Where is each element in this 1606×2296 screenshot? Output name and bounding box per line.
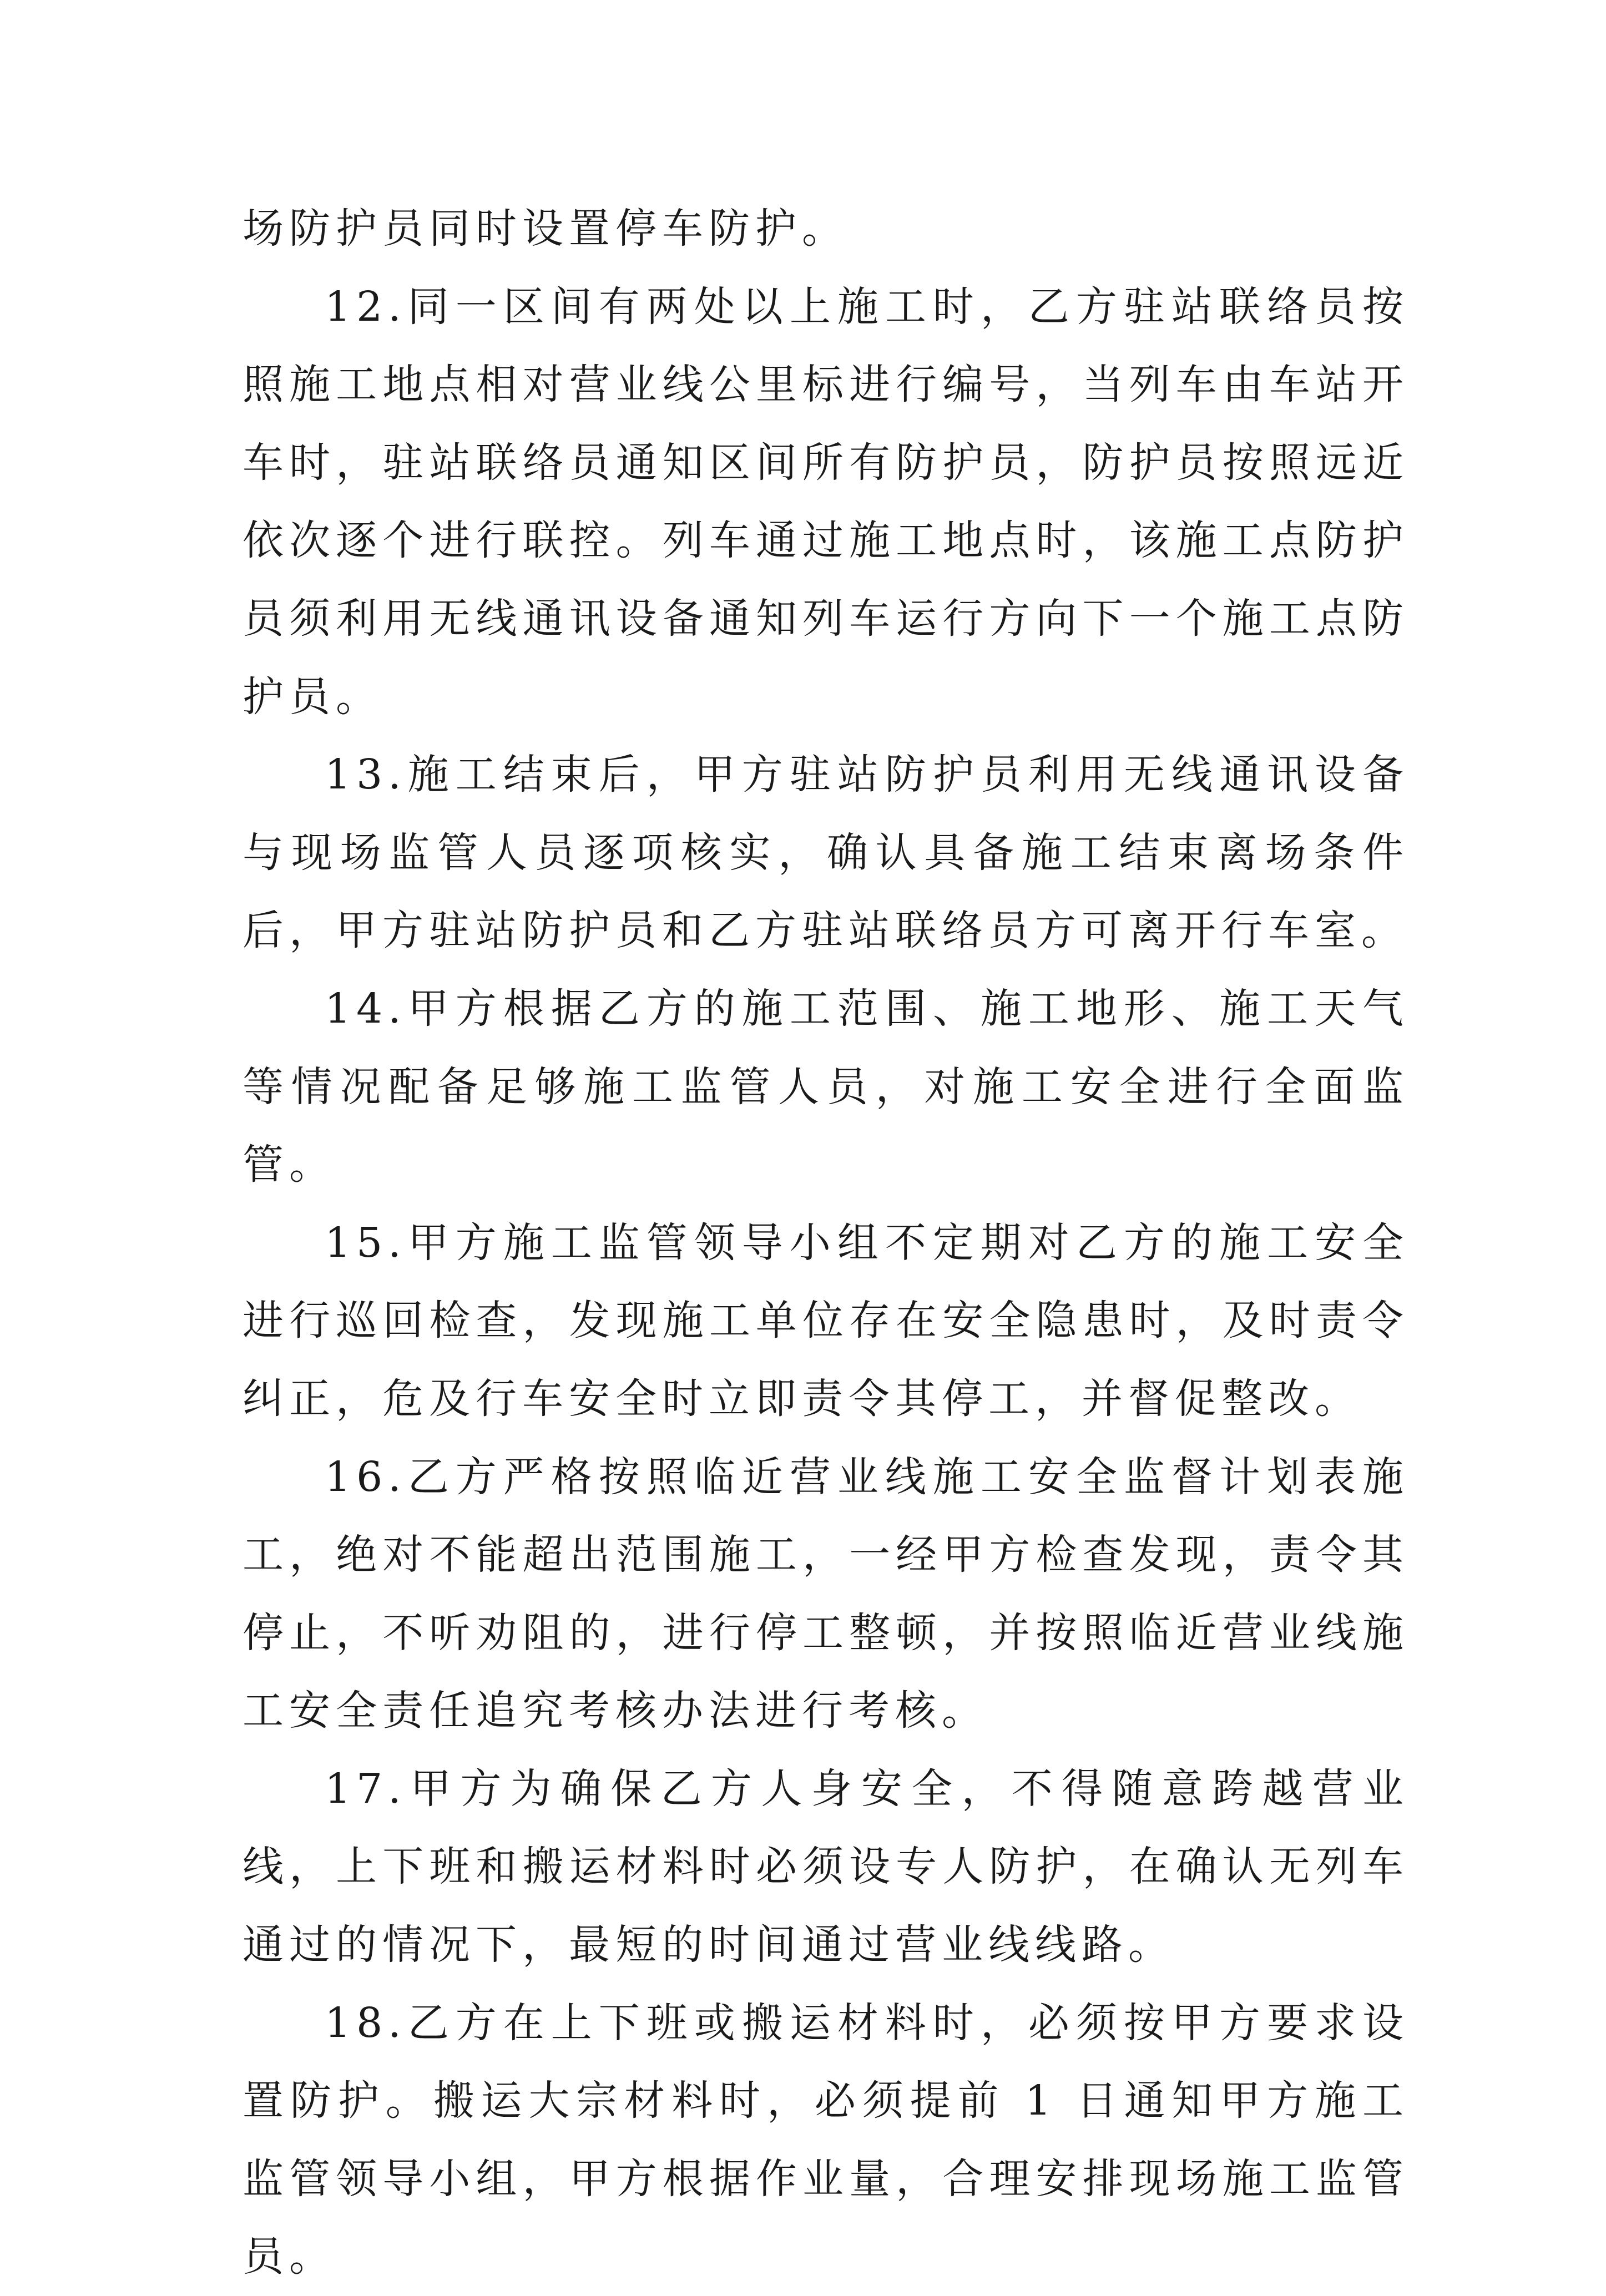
paragraph-item-16: 16.乙方严格按照临近营业线施工安全监督计划表施工，绝对不能超出范围施工，一经甲方检查发现，责令其停止，不听劝阻的，进行停工整顿，并按照临近营业线施工安全责任追究考核办法进行考核。 (243, 1453, 1409, 1735)
paragraph-item-12: 12.同一区间有两处以上施工时，乙方驻站联络员按照施工地点相对营业线公里标进行编号，当列车由车站开车时，驻站联络员通知区间所有防护员，防护员按照远近依次逐个进行联控。列车通过施工地点时，该施工点防护员须利用无线通讯设备通知列车运行方向下一个施工点防护员。 (243, 282, 1409, 721)
paragraph-item-18: 18.乙方在上下班或搬运材料时，必须按甲方要求设置防护。搬运大宗材料时，必须提前 1 日通知甲方施工监管领导小组，甲方根据作业量，合理安排现场施工监管员。 (243, 1999, 1409, 2281)
paragraph-item-13: 13.施工结束后，甲方驻站防护员利用无线通讯设备与现场监管人员逐项核实，确认具备施工结束离场条件后，甲方驻站防护员和乙方驻站联络员方可离开行车室。 (243, 751, 1409, 955)
paragraph-item-15: 15.甲方施工监管领导小组不定期对乙方的施工安全进行巡回检查，发现施工单位存在安全隐患时，及时责令纠正，危及行车安全时立即责令其停工，并督促整改。 (243, 1218, 1409, 1423)
paragraph-continuation: 场防护员同时设置停车防护。 (243, 205, 849, 252)
paragraph-item-14: 14.甲方根据乙方的施工范围、施工地形、施工天气等情况配备足够施工监管人员，对施工安全进行全面监管。 (243, 984, 1409, 1189)
document-body (243, 190, 1409, 2296)
paragraph-item-17: 17.甲方为确保乙方人身安全，不得随意跨越营业线，上下班和搬运材料时必须设专人防护，在确认无列车通过的情况下，最短的时间通过营业线线路。 (243, 1764, 1409, 1969)
